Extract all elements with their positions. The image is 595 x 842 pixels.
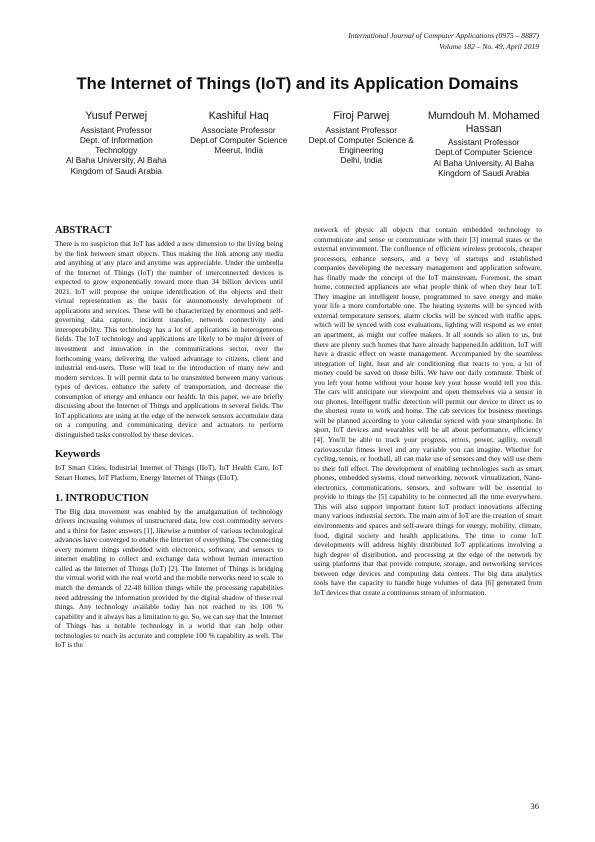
introduction-text-left: The Big data movement was enabled by the amalgamation of technology drivers increasing volumes of unstructured data, low cost commodity servers and a thirst for faster answers [1], likewise a number of various technological advances have converged to enable the Internet of everything. The connecting every moment things embedded with electronics, software, and sensors to internet enabling to collect and exchange data without human interaction called as the Internet of Things (IoT) [2]. The Internet of Things is bridging the virtual world with the real world and the mobile networks need to scale to match the demands of 22-48 billion things while the processing capabilities need addressing the information provided by the digital shadow of these real things. Any technology available today has not reached to its 100 % capability and it always has a limitation to go. So, we can say that the Internet of Things has a notable technology in a world that can help other technologies to reach its accurate and complete 100 % capability as well. The IoT is the bbox=[55, 506, 283, 650]
author-1 bbox=[55, 110, 178, 178]
author-country: Kingdom of Saudi Arabia bbox=[70, 165, 162, 176]
author-2 bbox=[178, 110, 301, 178]
paper-title: The Internet of Things (IoT) and its Application Domains bbox=[76, 74, 519, 93]
author-country: Kingdom of Saudi Arabia bbox=[438, 167, 530, 178]
page-number: 36 bbox=[530, 801, 539, 811]
author-name: Mumdouh M. Mohamed Hassan bbox=[427, 110, 540, 135]
author-name: Firoj Parwej bbox=[333, 110, 390, 122]
author-position: Associate Professor bbox=[201, 124, 276, 135]
author-4 bbox=[423, 110, 546, 178]
introduction-text-right: network of physic all objects that contain embedded technology to communicate and sense or communicate with their [3] internal states or the external environment. The confluence of efficient wireless protocols, cheaper processors, enhance sensors, and a bevy of startups and established companies developing the necessary management and application software, has finally made the concept of the IoT mainstream. Foremost, the smart home, connected appliances are what people think of when they hear IoT. They imagine an intelligent house, programmed to save energy and make your life a more comfortable one. The heating systems will be synced with external temperature sensors, alarm clocks will be synced with traffic apps, which will be synced with cost evaluations, lighting will respond as we enter an apartment, as might our coffee makers. It all sounds so alien to us, but there are plenty such homes that have already happened.In addition, IoT will have a drastic effect on waste management. Accompanied by the seamless integration of light, heat and air conditioning that reacts to you, a lot of money could be saved on those bills. We have our daily commute. Think of you left your home without your house key your house would tell you this. The cars will anticipate our viewpoint and open themselves via a sensor in our phones. Intelligent traffic detection will permit our device to direct us to the shortest route to work and home. The cab services for business meetings will be planned according to your calendar synced with your smartphone. In sport, IoT devices and wearables will be all about performance, efficiency [4]. You'll be able to track your progress, errors, power, agility, overall cariovascular fitness level and any variable you can imagine. Whether for cycling, tennis, or football, all can make use of sensors and they will use them to their full effect. The development of enabling technologies such as smart phones, embedded systems, cloud networking, network virtualization, Nano-electronics, communications, sensors, and software will be essential to provide to things the [5] capability to be connected all the time everywhere. This will also support important future IoT product innovations affecting many various industrial sectors. The main aim of IoT are the creation of smart environments and spaces and self-aware things for energy, mobility, climate, food, digital society and health applications. The time to come IoT developments will address highly distributed IoT applications involving a high degree of distribution, and processing at the edge of the network by using platforms that that provide compute, storage, and networking services between edge devices and computing data centers. The big data analytics tools have the capacity to handle huge volumes of data [6] generated from IoT devices that create a continuous stream of information. bbox=[314, 225, 542, 597]
volume-info: Volume 182 – No. 49, April 2019 bbox=[439, 42, 539, 51]
right-column bbox=[314, 225, 542, 597]
keywords-heading: Keywords bbox=[55, 449, 101, 461]
left-column bbox=[55, 225, 283, 650]
journal-header bbox=[348, 30, 539, 52]
author-block bbox=[55, 110, 545, 178]
author-dept: Dept.of Computer Science & Engineering bbox=[308, 134, 414, 156]
author-position: Assistant Professor bbox=[325, 124, 397, 135]
introduction-heading: 1. INTRODUCTION bbox=[55, 492, 149, 504]
author-org: Al Baha University, Al Baha bbox=[66, 155, 167, 166]
author-org: Meerut, India bbox=[214, 145, 263, 156]
author-position: Assistant Professor bbox=[80, 124, 152, 135]
author-dept: Dept.of Computer Science bbox=[435, 147, 533, 158]
author-position: Assistant Professor bbox=[448, 137, 520, 147]
author-3 bbox=[300, 110, 423, 178]
author-name: Yusuf Perwej bbox=[85, 110, 148, 122]
author-name: Kashiful Haq bbox=[208, 110, 269, 122]
author-dept: Dept.of Computer Science bbox=[190, 134, 288, 145]
abstract-text: There is no suspicion that IoT has added a new dimension to the living being by the link between smart objects. Thus making the link among any media and anything at any place and anytime was appreciable. Under the umbrella of the Internet of Things (IoT) the number of interconnected devices is expected to grow exponentially toward more than 34 billion devices until 2021. IoT will propose the unique identification of the objects and their virtual representation as the basis for autonomously development of applications and services. These will be characterized by enormous and self-governing data capture, incident transfer, network connectivity and interoperability. This technology has a lot of applications in heterogeneous fields. The IoT technology and applications are likely to be major drivers of investment and innovation in the communications sector, over the forthcoming years, delivering the valued advantage to citizens, client and industrial end-users. These will lead to the introduction of many new and modern services. It will permit data to be transmitted between many various types of devices, enhance the safety of transportation, and decrease the consumption of energy and enhance our health. In this paper, we are briefly discussing about the Internet of Things and applications in several fields. The IoT applications are using at the edge of the network sensors accumulate data on a computing and communicating device and actuators to perform distinguished tasks controlled by these devices. bbox=[55, 239, 283, 439]
author-org: Al Baha University, Al Baha bbox=[433, 157, 534, 168]
abstract-heading: ABSTRACT bbox=[55, 225, 112, 236]
keywords-text: IoT Smart Cities, Industrial Internet of Things (IIoT), IoT Health Care, IoT Smart Homes, IoT Platform, Energy Internet of Things (EIoT). bbox=[55, 463, 283, 483]
journal-name: International Journal of Computer Applications (0975 – 8887) bbox=[348, 31, 539, 40]
author-dept: Dept. of Information Technology bbox=[79, 134, 153, 156]
author-org: Delhi, India bbox=[340, 155, 382, 166]
